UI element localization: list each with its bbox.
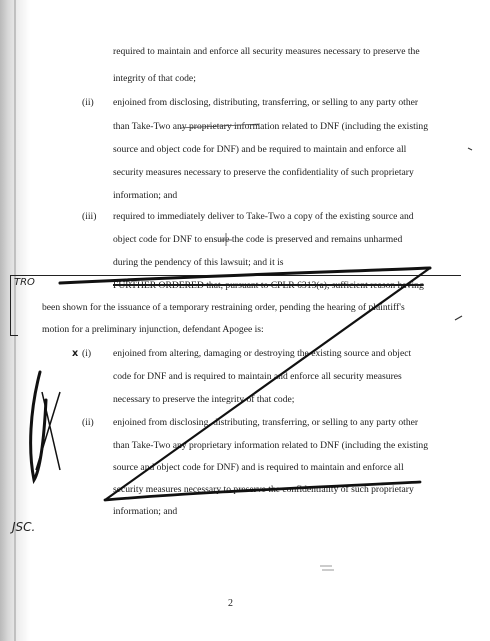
text-line: during the pendency of this lawsuit; and it is <box>113 257 284 268</box>
handwritten-mark: x <box>72 348 79 359</box>
item-number: (ii) <box>82 97 94 108</box>
text-line: necessary to preserve the integrity of that code; <box>113 394 295 405</box>
text-line: enjoined from disclosing, distributing, transferring, or selling to any party other <box>113 417 419 428</box>
text-line: motion for a preliminary injunction, defendant Apogee is: <box>42 324 264 335</box>
item-number: (ii) <box>82 417 94 428</box>
text-line: security measures necessary to preserve the confidentiality of such proprietary <box>113 484 414 495</box>
text-line: information; and <box>113 506 178 517</box>
text-line: than Take-Two any proprietary information related to DNF (including the existing <box>113 440 428 451</box>
text-line: source and object code for DNF) and is required to maintain and enforce all <box>113 462 404 473</box>
text-line: required to immediately deliver to Take-Two a copy of the existing source and <box>113 211 414 222</box>
margin-note-tro: TRO <box>14 277 35 288</box>
text-line: security measures necessary to preserve the confidentiality of such proprietary <box>113 167 414 178</box>
text-line: integrity of that code; <box>113 73 196 84</box>
text-line: information; and <box>113 190 178 201</box>
text-line: required to maintain and enforce all security measures necessary to preserve the <box>113 46 420 57</box>
text-line: been shown for the issuance of a temporary restraining order, pending the hearing of plaintiff's <box>42 302 405 313</box>
margin-initials: JSC. <box>12 520 36 534</box>
text-line-struck: FURTHER ORDERED that, pursuant to CPLR 6313(a), sufficient reason having <box>113 280 424 291</box>
text-line: source and object code for DNF) and be required to maintain and enforce all <box>113 144 407 155</box>
text-line: code for DNF and is required to maintain and enforce all security measures <box>113 371 402 382</box>
page-number: 2 <box>228 598 233 609</box>
text-line: object code for DNF to ensure the code is preserved and remains unharmed <box>113 234 403 245</box>
text-line: enjoined from altering, damaging or destroying the existing source and object <box>113 348 412 359</box>
item-number: (iii) <box>82 211 97 222</box>
text-line: enjoined from disclosing, distributing, transferring, or selling to any party other <box>113 97 419 108</box>
text-line: than Take-Two any proprietary information related to DNF (including the existing <box>113 121 428 132</box>
item-number: (i) <box>82 348 92 359</box>
